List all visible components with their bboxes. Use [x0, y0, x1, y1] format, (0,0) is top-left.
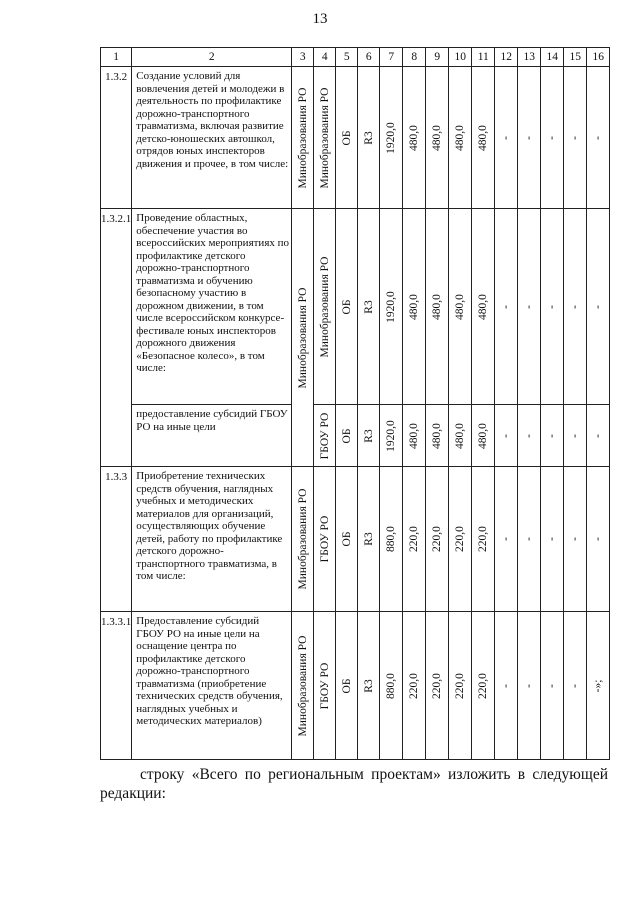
header-cell: 15: [564, 48, 587, 67]
amount-cell: [518, 612, 541, 760]
project-code: R3: [362, 428, 375, 443]
program-table: [100, 47, 610, 760]
amount-cell: [426, 405, 449, 467]
participant-cell: [314, 467, 336, 612]
amount-value: 220,0: [431, 672, 443, 699]
amount-total-cell: [380, 612, 403, 760]
amount-value: 220,0: [454, 672, 466, 699]
amount-cell: [495, 67, 518, 209]
amount-value: 220,0: [408, 672, 420, 699]
header-cell: 7: [380, 48, 403, 67]
header-cell: 13: [518, 48, 541, 67]
amount-cell: [495, 405, 518, 467]
amount-value: -: [546, 683, 558, 688]
amount-value: -: [523, 433, 535, 438]
responsible-executor-cell: [292, 67, 314, 209]
header-cell: 2: [132, 48, 292, 67]
header-cell: 9: [426, 48, 449, 67]
amount-value: -»;: [592, 679, 604, 692]
project-code-cell: [358, 467, 380, 612]
row-description: [132, 612, 292, 760]
header-cell: 14: [541, 48, 564, 67]
amount-value: -: [569, 135, 581, 140]
amount-value: 480,0: [431, 293, 443, 320]
amount-cell: [403, 67, 426, 209]
responsible-executor-cell: [292, 612, 314, 760]
amount-value: -: [569, 683, 581, 688]
amount-cell: [587, 405, 610, 467]
budget-source-cell: [336, 405, 358, 467]
amount-cell: [518, 67, 541, 209]
participant: Минобразования РО: [318, 87, 331, 188]
amount-value: 480,0: [477, 124, 489, 151]
amount-value: 220,0: [431, 526, 443, 552]
header-cell: 11: [472, 48, 495, 67]
amount-cell: [518, 405, 541, 467]
amount-value: -: [569, 537, 581, 541]
amount-value: -: [546, 135, 558, 140]
header-cell: 5: [336, 48, 358, 67]
amount-cell: [587, 209, 610, 405]
amount-value: 480,0: [431, 422, 443, 449]
header-cell: 10: [449, 48, 472, 67]
amount-value: -: [523, 683, 535, 688]
responsible-executor-cell: [292, 209, 314, 467]
amount-cell: [426, 467, 449, 612]
row-description: [132, 467, 292, 612]
amount-value: -: [523, 537, 535, 541]
amount-value: -: [500, 683, 512, 688]
amount-total: 880,0: [385, 672, 397, 699]
participant-cell: [314, 209, 336, 405]
amount-cell: [472, 209, 495, 405]
header-cell: 4: [314, 48, 336, 67]
amount-cell: [449, 467, 472, 612]
amount-total-cell: [380, 67, 403, 209]
amount-total-cell: [380, 405, 403, 467]
budget-source: ОБ: [340, 678, 353, 693]
row-number: 1.3.3.1: [101, 612, 132, 760]
amount-cell: [564, 209, 587, 405]
row-description-text: Проведение областных, обеспечение участия во всероссийских мероприятиях по профилактике детского дорожно-транспортного травматизма и обучению безопасному участию в дорожном движении, в том числе всероссийском конкурсе-фестивале юных инспекторов дорожного движения «Безопасное колесо», в том числе:: [136, 212, 290, 374]
table-row: [101, 612, 610, 760]
header-cell: 16: [587, 48, 610, 67]
responsible-executor-cell: [292, 467, 314, 612]
participant-cell: [314, 405, 336, 467]
project-code-cell: [358, 209, 380, 405]
amount-cell: [403, 612, 426, 760]
amount-cell: [472, 405, 495, 467]
project-code: R3: [362, 130, 375, 145]
amount-cell: [564, 405, 587, 467]
amount-value: 480,0: [408, 422, 420, 449]
project-code-cell: [358, 67, 380, 209]
amount-total-cell: [380, 467, 403, 612]
amount-cell: [587, 612, 610, 760]
amount-cell: [541, 67, 564, 209]
amount-cell: [495, 612, 518, 760]
amount-cell: [426, 612, 449, 760]
amount-total-cell: [380, 209, 403, 405]
budget-source-cell: [336, 467, 358, 612]
amount-value: -: [500, 135, 512, 140]
row-description: [132, 209, 292, 405]
amount-value: -: [523, 304, 535, 309]
amount-cell: [587, 67, 610, 209]
amendment-paragraph: [100, 765, 608, 803]
amount-cell: [518, 467, 541, 612]
amount-value: 480,0: [477, 293, 489, 320]
amount-value: -: [523, 135, 535, 140]
amount-cell: [541, 405, 564, 467]
budget-source-cell: [336, 67, 358, 209]
table-row: [101, 209, 610, 405]
amount-value: -: [500, 537, 512, 541]
amount-cell: [564, 467, 587, 612]
budget-source: ОБ: [340, 130, 353, 145]
row-description-text: предоставление субсидий ГБОУ РО на иные цели: [136, 408, 288, 433]
amount-cell: [426, 209, 449, 405]
amount-cell: [403, 405, 426, 467]
project-code: R3: [362, 678, 375, 693]
amount-value: 480,0: [454, 422, 466, 449]
responsible-executor: Минобразования РО: [296, 488, 309, 590]
header-cell: 3: [292, 48, 314, 67]
amendment-text: строку «Всего по региональным проектам» изложить в следующей редакции:: [100, 766, 608, 802]
amount-total: 1920,0: [385, 290, 397, 323]
amount-cell: [541, 209, 564, 405]
header-cell: 6: [358, 48, 380, 67]
amount-cell: [495, 209, 518, 405]
budget-source-cell: [336, 612, 358, 760]
amount-value: -: [500, 304, 512, 309]
page-number: 13: [312, 11, 328, 27]
participant: Минобразования РО: [318, 256, 331, 357]
amount-cell: [403, 209, 426, 405]
row-description: [132, 67, 292, 209]
budget-source: ОБ: [340, 428, 353, 443]
amount-total: 1920,0: [385, 121, 397, 154]
amount-total: 880,0: [385, 526, 397, 552]
header-cell: 8: [403, 48, 426, 67]
amount-cell: [472, 467, 495, 612]
amount-value: -: [500, 433, 512, 438]
responsible-executor: Минобразования РО: [296, 87, 309, 188]
amount-value: -: [546, 537, 558, 541]
participant: ГБОУ РО: [318, 412, 331, 459]
project-code-cell: [358, 612, 380, 760]
amount-cell: [449, 209, 472, 405]
row-description: [132, 405, 292, 467]
participant: ГБОУ РО: [318, 662, 331, 709]
row-description-text: Предоставление субсидий ГБОУ РО на иные цели на оснащение центра по профилактике детского дорожно-транспортного травматизма (приобретение технических средств обучения, наглядных учебных и методических материалов): [136, 615, 283, 727]
project-code: R3: [362, 299, 375, 314]
amount-value: 480,0: [408, 293, 420, 320]
amount-value: 480,0: [431, 124, 443, 151]
amount-value: -: [592, 135, 604, 140]
responsible-executor: Минобразования РО: [296, 287, 309, 388]
amount-value: -: [546, 433, 558, 438]
amount-value: 480,0: [454, 293, 466, 320]
budget-source: ОБ: [340, 531, 353, 547]
amount-cell: [449, 67, 472, 209]
amount-cell: [426, 67, 449, 209]
amount-cell: [587, 467, 610, 612]
amount-value: 220,0: [408, 526, 420, 552]
amount-value: 220,0: [477, 672, 489, 699]
amount-cell: [403, 467, 426, 612]
amount-value: 220,0: [477, 526, 489, 552]
amount-cell: [564, 612, 587, 760]
amount-cell: [541, 467, 564, 612]
amount-value: -: [592, 433, 604, 438]
amount-cell: [472, 67, 495, 209]
amount-value: -: [569, 304, 581, 309]
amount-value: -: [592, 304, 604, 309]
participant-cell: [314, 67, 336, 209]
amount-value: 480,0: [477, 422, 489, 449]
header-row: [101, 48, 610, 67]
row-number: 1.3.2.1: [101, 209, 132, 467]
table-row: [101, 405, 610, 467]
row-number: 1.3.2: [101, 67, 132, 209]
responsible-executor: Минобразования РО: [296, 635, 309, 736]
participant-cell: [314, 612, 336, 760]
amount-value: -: [546, 304, 558, 309]
row-number: 1.3.3: [101, 467, 132, 612]
table-row: [101, 67, 610, 209]
amount-cell: [518, 209, 541, 405]
project-code: R3: [362, 532, 375, 546]
amount-cell: [564, 67, 587, 209]
amount-value: -: [569, 433, 581, 438]
amount-value: 480,0: [454, 124, 466, 151]
amount-cell: [495, 467, 518, 612]
budget-source-cell: [336, 209, 358, 405]
amount-value: 220,0: [454, 526, 466, 552]
amount-value: -: [592, 537, 604, 541]
amount-cell: [472, 612, 495, 760]
amount-value: 480,0: [408, 124, 420, 151]
row-description-text: Создание условий для вовлечения детей и молодежи в деятельность по профилактике дорожно-транспортного травматизма, включая развитие детско-юношеских автошкол, отрядов юных инспекторов движения и прочее, в том числе:: [136, 70, 289, 170]
amount-cell: [541, 612, 564, 760]
amount-cell: [449, 612, 472, 760]
project-code-cell: [358, 405, 380, 467]
header-cell: 1: [101, 48, 132, 67]
header-cell: 12: [495, 48, 518, 67]
budget-source: ОБ: [340, 299, 353, 314]
row-description-text: Приобретение технических средств обучения, наглядных учебных и методических материалов для организаций, осуществляющих обучение детей, работу по профилактике детского дорожно-транспортного травматизма, в том числе:: [136, 470, 283, 582]
participant: ГБОУ РО: [318, 515, 331, 563]
amount-cell: [449, 405, 472, 467]
table-row: [101, 467, 610, 612]
amount-total: 1920,0: [385, 419, 397, 452]
